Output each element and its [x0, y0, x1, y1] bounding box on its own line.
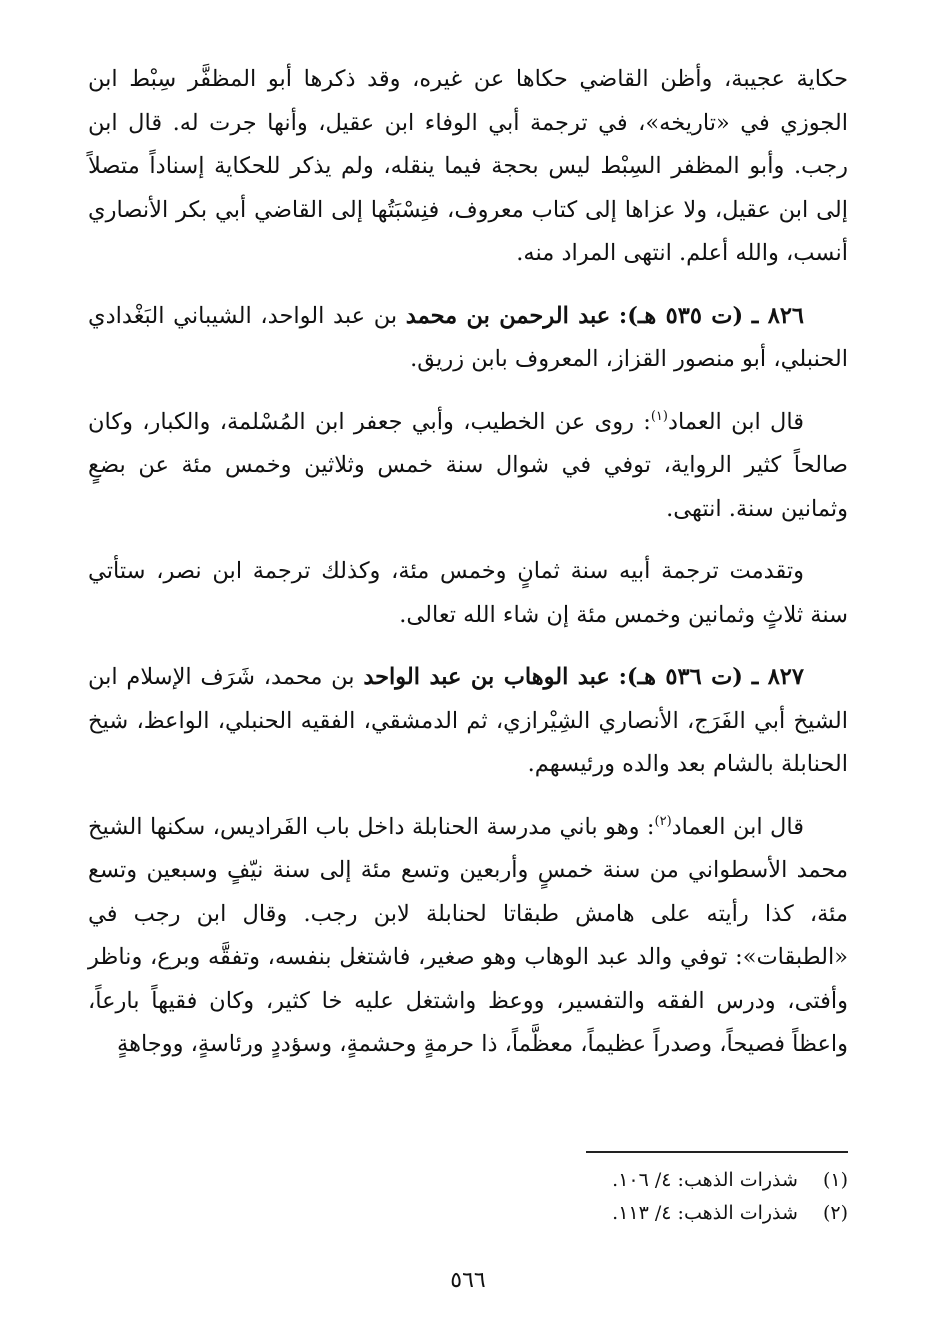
footnote-number: (٢): [822, 1202, 848, 1224]
paragraph-ibn-alimad-quote-1: [88, 401, 848, 532]
footnote-text: شذرات الذهب: ٤/ ١١٣.: [612, 1202, 798, 1224]
footnote-text: شذرات الذهب: ٤/ ١٠٦.: [612, 1169, 798, 1191]
footnote-separator: [586, 1151, 848, 1153]
paragraph-story-ending: حكاية عجيبة، وأظن القاضي حكاها عن غيره، وقد ذكرها أبو المظفَّر سِبْط ابن الجوزي في «تاريخه»، في ترجمة أبي الوفاء ابن عقيل، وأنها جرت له. قال ابن رجب. وأبو المظفر السِبْط ليس بحجة فيما ينقله، ولم يذكر للحكاية إسناداً متصلاً إلى ابن عقيل، ولا عزاها إلى كتاب معروف، فنِسْبَتُها إلى القاضي أبي بكر الأنصاري أنسب، والله أعلم. انتهى المراد منه.: [88, 66, 848, 266]
page-body: [88, 58, 848, 1067]
biography-entry-827: [88, 656, 848, 787]
entry-number: ٨٢٦ ـ: [751, 302, 804, 329]
footnote-number: (١): [822, 1169, 848, 1191]
quote-text: : وهو باني مدرسة الحنابلة داخل باب الفَراديس، سكنها الشيخ محمد الأسطواني من سنة خمسٍ وأربعين وتسع مئة إلى سنة نيّفٍ وسبعين وتسع مئة، كذا رأيته على هامش طبقاتا لحنابلة لابن رجب. وقال ابن رجب في «الطبقات»: توفي والد عبد الوهاب وهو صغير، فاشتغل بنفسه، وتفقَّه وبرع، وناظر وأفتى، ودرس الفقه والتفسير، ووعظ واشتغل عليه خا كثير، وكان فقيهاً بارعاً، واعظاً فصيحاً، وصدراً عظيماً، معظَّماً، ذا حرمةٍ وحشمةٍ، وسؤددٍ ورئاسةٍ، ووجاهةٍ: [88, 813, 848, 1057]
footnote-reference-1[interactable]: (١): [650, 408, 668, 424]
quote-intro: قال ابن العماد: [671, 813, 805, 840]
footnote-reference-2[interactable]: (٢): [654, 813, 672, 829]
footnote-2: [428, 1197, 848, 1230]
quote-text: : روى عن الخطيب، وأبي جعفر ابن المُسْلمة، والكبار، وكان صالحاً كثير الرواية، توفي في شوال سنة خمس وثلاثين وخمس مئة عن بضعٍ وثمانين سنة. انتهى.: [88, 408, 848, 522]
entry-description: بن محمد، شَرَف الإسلام ابن الشيخ أبي الفَرَج، الأنصاري الشِيْرازي، ثم الدمشقي، الفقيه الحنبلي، الواعظ، شيخ الحنابلة بالشام بعد والده ورئيسهم.: [88, 664, 848, 777]
paragraph-ibn-alimad-quote-2: [88, 806, 848, 1067]
footnote-1: [428, 1164, 848, 1197]
biography-entry-826: [88, 295, 848, 382]
page-number: ٥٦٦: [450, 1268, 486, 1293]
entry-death-date: (ت ٥٣٦ هـ):: [618, 664, 743, 690]
footnotes: [428, 1164, 848, 1230]
entry-number: ٨٢٧ ـ: [751, 664, 804, 690]
entry-name: عبد الرحمن بن محمد: [405, 302, 611, 329]
paragraph-cross-reference: وتقدمت ترجمة أبيه سنة ثمانٍ وخمس مئة، وكذلك ترجمة ابن نصر، ستأتي سنة ثلاثٍ وثمانين وخمس مئة إن شاء الله تعالى.: [88, 558, 848, 628]
entry-name: عبد الوهاب بن عبد الواحد: [363, 664, 610, 690]
entry-description: بن عبد الواحد، الشيباني البَغْدادي الحنبلي، أبو منصور القزاز، المعروف بابن زريق.: [88, 302, 848, 372]
quote-intro: قال ابن العماد: [667, 408, 804, 435]
entry-death-date: (ت ٥٣٥ هـ):: [618, 302, 744, 329]
